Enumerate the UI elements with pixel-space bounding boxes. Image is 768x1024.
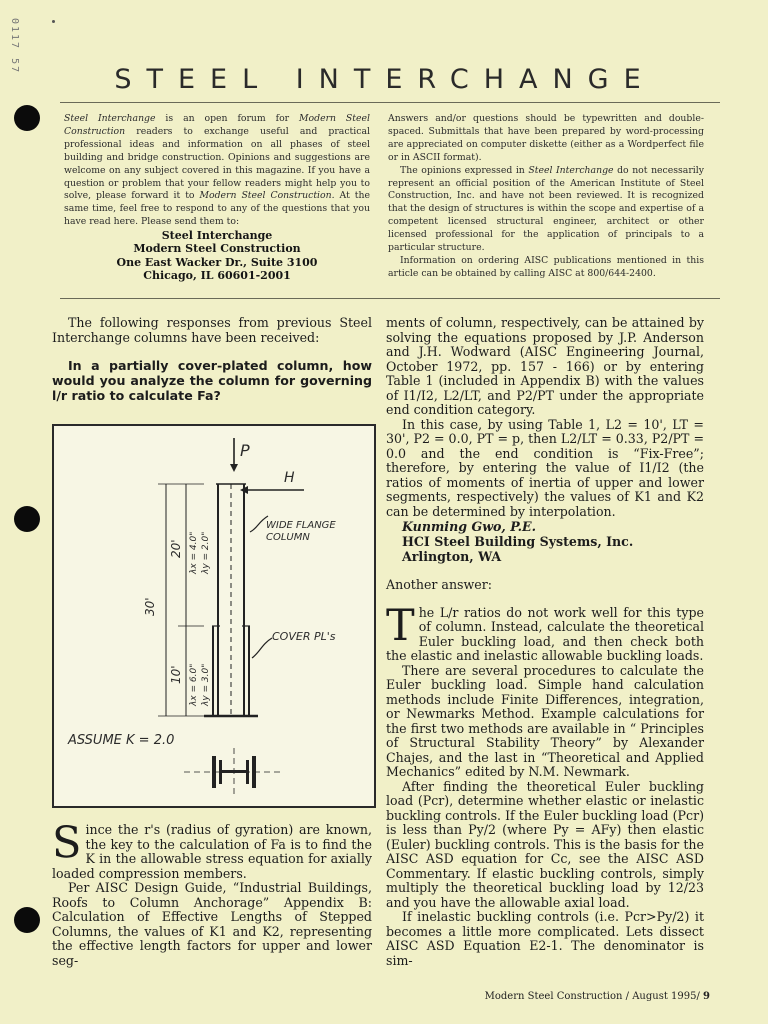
answer-1-paragraph-2: Per AISC Design Guide, “Industrial Buildings, Roofs to Column Anchorage” Appendix B: Calculation of Effective Lengths of Stepped Columns, the values of K1 and K2, representing the effective length factors for upper and lower seg-: [52, 880, 372, 968]
lower-length-label: 10': [169, 665, 183, 684]
answer-2-paragraph-2: There are several procedures to calculate the Euler buckling load. Simple hand calculation methods include Finite Differences, integration, or Newmarks Method. Example calculations for the first two methods are available in “ Principles of Structural Stability Theory” by Alexander Chajes, and the last in “Theoretical and Applied Mechanics” edited by N.M. Newmark.: [386, 662, 704, 779]
left-column-continued: [52, 818, 372, 968]
flange-label-line-2: COLUMN: [266, 532, 310, 543]
drop-cap-s: S: [52, 818, 82, 868]
column-sketch: [54, 426, 374, 806]
page-number: 9: [703, 991, 710, 1002]
intro-right: [388, 113, 704, 281]
total-height-label: 30': [143, 597, 157, 616]
another-answer-label: Another answer:: [386, 577, 493, 592]
answer-2-paragraph-3: After finding the theoretical Euler buckling load (Pcr), determine whether elastic or inelastic buckling controls. If the Euler buckling load (Pcr) is less than Py/2 (where Py = AFy) then elastic (Euler) buckling controls. This is the basis for the AISC ASD equation for Cc, see the AISC ASD Commentary. If elastic buckling controls, simply multiply the theoretical buckling load by 12/23 and you have the allowable axial load.: [386, 778, 704, 910]
lower-lambda-y: λy = 3.0": [201, 663, 211, 706]
right-column: [386, 316, 704, 968]
left-column: [52, 316, 372, 403]
respondent-company: HCI Steel Building Systems, Inc.: [402, 534, 634, 549]
disclaimer: The opinions expressed in Steel Interchange do not necessarily represent an official position of the American Institute of Steel Construction, Inc. and have not been reviewed. It is recognized that the design of structures is within the scope and expertise of a competent licensed structural engineer, architect or other licensed professional for the application of principals to a particular structure.: [388, 164, 704, 254]
respondent-city: Arlington, WA: [402, 549, 502, 564]
intro-paragraph: Steel Interchange is an open forum for Modern Steel Construction readers to exchange useful and practical professional ideas and information on all phases of steel building and bridge construction. Opinions and suggestions are welcome on any subject covered in this magazine. If you have a question or problem that your fellow readers might help you to solve, please forward it to Modern Steel Construction. At the same time, feel free to respond to any of the questions that you have read here. Please send them to:: [64, 113, 371, 228]
upper-length-label: 20': [169, 539, 183, 558]
answer-2-paragraph-4: If inelastic buckling controls (i.e. Pcr>Py/2) it becomes a little more complicated. Lets dissect AISC ASD Equation E2-1. The denominator is sim-: [386, 909, 704, 968]
flange-label: WIDE FLANGE: [266, 520, 336, 531]
page-title: STEEL INTERCHANGE: [114, 64, 656, 95]
archive-stamp: 0117 57: [9, 18, 20, 75]
assume-k-label: ASSUME K = 2.0: [68, 733, 175, 748]
ordering-info: Information on ordering AISC publications mentioned in this article can be obtained by calling AISC at 800/644-2400.: [388, 254, 704, 279]
answer-1-paragraph-3: ments of column, respectively, can be attained by solving the equations proposed by J.P. Anderson and J.H. Wodward (AISC Engineering Journal, October 1972, pp. 157 - 166) or by entering Table 1 (included in Appendix B) with the values of I1/I2, L2/LT, and P2/PT under the appropriate end condition category.: [386, 315, 704, 417]
upper-lambda-x: λx = 4.0": [189, 531, 199, 574]
drop-cap-t: T: [386, 600, 415, 651]
submission-guidelines: Answers and/or questions should be typewritten and double-spaced. Submittals that have been prepared by word-processing are appreciated on computer diskette (either as a Wordperfect file or in ASCII format).: [388, 113, 704, 163]
cover-plate-label: COVER PL's: [272, 630, 336, 643]
binder-hole-bottom: [14, 907, 40, 933]
respondent-name: Kunming Gwo, P.E.: [402, 519, 536, 534]
margin-dot: [52, 20, 55, 23]
question: In a partially cover-plated column, how would you analyze the column for governing l/r ratio to calculate Fa?: [52, 358, 372, 403]
load-p-label: P: [240, 441, 250, 460]
answer-2-paragraph-1: The L/r ratios do not work well for this type of column. Instead, calculate the theoretical Euler buckling load, and then check both the elastic and inelastic allowable buckling loads.: [386, 600, 704, 663]
answer-1-paragraph-4: In this case, by using Table 1, L2 = 10', LT = 30', P2 = 0.0, PT = p, then L2/LT = 0.33, P2/PT = 0.0 and the end condition is “Fix-Free”; therefore, by entering the value of I1/I2 (the ratios of moments of inertia of upper and lower segments, respectively) the values of K1 and K2 can be determined by interpolation.: [386, 416, 704, 519]
intro-left: [64, 113, 370, 282]
header-rule-bottom: [60, 298, 720, 299]
lead-text: The following responses from previous Steel Interchange columns have been received:: [52, 315, 372, 345]
binder-hole-middle: [14, 506, 40, 532]
column-sketch-figure: [52, 424, 376, 808]
mailing-address: Steel Interchange Modern Steel Construction One East Wacker Dr., Suite 3100 Chicago, IL 60601-2001: [116, 229, 318, 282]
upper-lambda-y: λy = 2.0": [201, 531, 211, 574]
binder-hole-top: [14, 105, 40, 131]
answer-1-paragraph-1: Since the r's (radius of gyration) are known, the key to the calculation of Fa is to find the K in the allowable stress equation for axially loaded compression members.: [52, 818, 372, 881]
lower-lambda-x: λx = 6.0": [189, 663, 199, 706]
page-footer: Modern Steel Construction / August 1995/ 9: [484, 991, 710, 1002]
header-rule-top: [60, 102, 720, 103]
load-h-label: H: [284, 470, 295, 486]
